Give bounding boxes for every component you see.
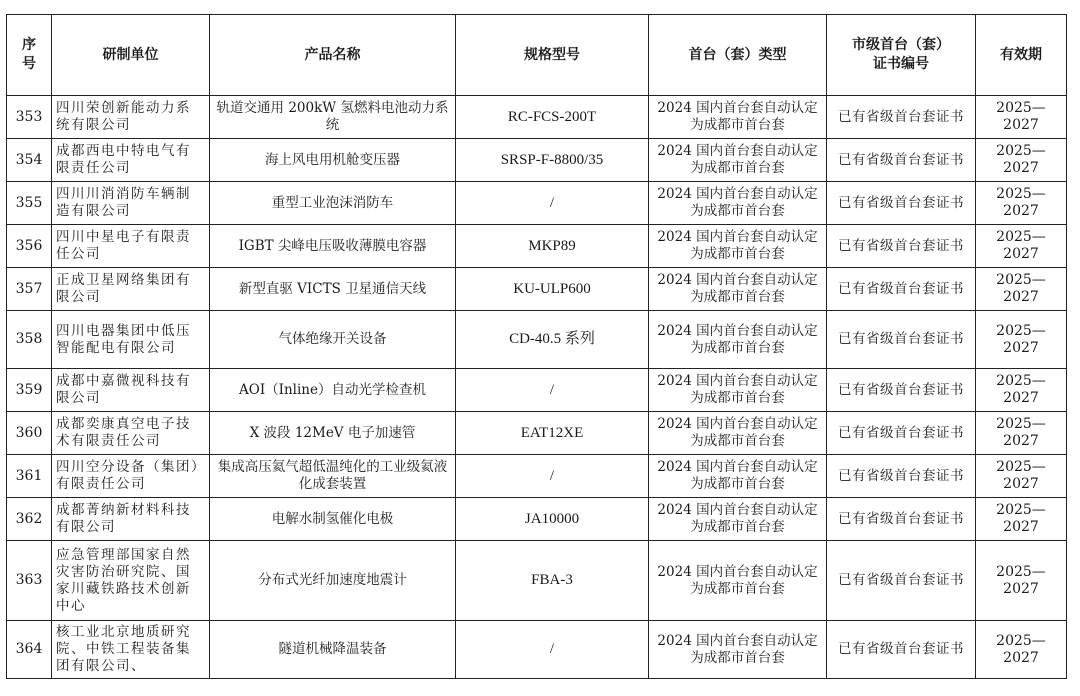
cell-seq: 355 bbox=[7, 182, 52, 225]
cell-cert: 已有省级首台套证书 bbox=[827, 182, 976, 225]
cell-type: 2024 国内首台套自动认定为成都市首台套 bbox=[649, 541, 827, 621]
table-row bbox=[7, 225, 1067, 268]
cell-product: X 波段 12MeV 电子加速管 bbox=[210, 412, 456, 455]
header-cert: 市级首台（套）证书编号 bbox=[827, 15, 976, 96]
table-row bbox=[7, 139, 1067, 182]
cell-product: IGBT 尖峰电压吸收薄膜电容器 bbox=[210, 225, 456, 268]
cell-model: SRSP-F-8800/35 bbox=[456, 139, 649, 182]
header-valid: 有效期 bbox=[976, 15, 1067, 96]
cell-unit: 成都奕康真空电子技术有限责任公司 bbox=[52, 412, 210, 455]
cell-product: AOI（Inline）自动光学检查机 bbox=[210, 369, 456, 412]
table-row bbox=[7, 311, 1067, 369]
table-row bbox=[7, 412, 1067, 455]
cell-type: 2024 国内首台套自动认定为成都市首台套 bbox=[649, 621, 827, 679]
cell-model: / bbox=[456, 455, 649, 498]
cell-valid: 2025—2027 bbox=[976, 96, 1067, 139]
cell-model: MKP89 bbox=[456, 225, 649, 268]
cell-seq: 360 bbox=[7, 412, 52, 455]
cell-product: 重型工业泡沫消防车 bbox=[210, 182, 456, 225]
cell-valid: 2025—2027 bbox=[976, 225, 1067, 268]
cell-cert: 已有省级首台套证书 bbox=[827, 455, 976, 498]
cell-type: 2024 国内首台套自动认定为成都市首台套 bbox=[649, 96, 827, 139]
cell-model: KU-ULP600 bbox=[456, 268, 649, 311]
cell-valid: 2025—2027 bbox=[976, 412, 1067, 455]
table-row bbox=[7, 455, 1067, 498]
table-row bbox=[7, 268, 1067, 311]
cell-model: / bbox=[456, 182, 649, 225]
cell-model: EAT12XE bbox=[456, 412, 649, 455]
cell-cert: 已有省级首台套证书 bbox=[827, 225, 976, 268]
cell-cert: 已有省级首台套证书 bbox=[827, 139, 976, 182]
cell-product: 集成高压氦气超低温纯化的工业级氦液化成套装置 bbox=[210, 455, 456, 498]
header-row bbox=[7, 15, 1067, 96]
cell-model: / bbox=[456, 369, 649, 412]
cell-cert: 已有省级首台套证书 bbox=[827, 541, 976, 621]
cell-type: 2024 国内首台套自动认定为成都市首台套 bbox=[649, 498, 827, 541]
cell-valid: 2025—2027 bbox=[976, 541, 1067, 621]
cell-seq: 358 bbox=[7, 311, 52, 369]
cell-valid: 2025—2027 bbox=[976, 455, 1067, 498]
cell-cert: 已有省级首台套证书 bbox=[827, 311, 976, 369]
cell-unit: 四川中星电子有限责任公司 bbox=[52, 225, 210, 268]
cell-cert: 已有省级首台套证书 bbox=[827, 621, 976, 679]
cell-valid: 2025—2027 bbox=[976, 182, 1067, 225]
cell-model: RC-FCS-200T bbox=[456, 96, 649, 139]
cell-valid: 2025—2027 bbox=[976, 621, 1067, 679]
cell-type: 2024 国内首台套自动认定为成都市首台套 bbox=[649, 412, 827, 455]
cell-unit: 四川荣创新能动力系统有限公司 bbox=[52, 96, 210, 139]
cell-unit: 四川空分设备（集团）有限责任公司 bbox=[52, 455, 210, 498]
cell-product: 电解水制氢催化电极 bbox=[210, 498, 456, 541]
cell-unit: 正成卫星网络集团有限公司 bbox=[52, 268, 210, 311]
cell-product: 海上风电用机舱变压器 bbox=[210, 139, 456, 182]
header-unit: 研制单位 bbox=[52, 15, 210, 96]
table-row bbox=[7, 498, 1067, 541]
cell-valid: 2025—2027 bbox=[976, 311, 1067, 369]
cell-cert: 已有省级首台套证书 bbox=[827, 96, 976, 139]
header-type: 首台（套）类型 bbox=[649, 15, 827, 96]
cell-product: 新型直驱 VICTS 卫星通信天线 bbox=[210, 268, 456, 311]
cell-unit: 四川川消消防车辆制造有限公司 bbox=[52, 182, 210, 225]
cell-type: 2024 国内首台套自动认定为成都市首台套 bbox=[649, 311, 827, 369]
cell-seq: 361 bbox=[7, 455, 52, 498]
header-product: 产品名称 bbox=[210, 15, 456, 96]
cell-seq: 363 bbox=[7, 541, 52, 621]
products-table bbox=[6, 14, 1067, 679]
cell-valid: 2025—2027 bbox=[976, 139, 1067, 182]
cell-unit: 成都菁纳新材料科技有限公司 bbox=[52, 498, 210, 541]
cell-valid: 2025—2027 bbox=[976, 369, 1067, 412]
cell-product: 气体绝缘开关设备 bbox=[210, 311, 456, 369]
cell-unit: 四川电器集团中低压智能配电有限公司 bbox=[52, 311, 210, 369]
cell-model: CD-40.5 系列 bbox=[456, 311, 649, 369]
cell-unit: 核工业北京地质研究院、中铁工程装备集团有限公司、 bbox=[52, 621, 210, 679]
cell-seq: 359 bbox=[7, 369, 52, 412]
cell-cert: 已有省级首台套证书 bbox=[827, 498, 976, 541]
header-seq: 序号 bbox=[7, 15, 52, 96]
cell-unit: 应急管理部国家自然灾害防治研究院、国家川藏铁路技术创新中心 bbox=[52, 541, 210, 621]
cell-valid: 2025—2027 bbox=[976, 268, 1067, 311]
cell-seq: 362 bbox=[7, 498, 52, 541]
cell-cert: 已有省级首台套证书 bbox=[827, 412, 976, 455]
cell-model: FBA-3 bbox=[456, 541, 649, 621]
cell-type: 2024 国内首台套自动认定为成都市首台套 bbox=[649, 139, 827, 182]
cell-model: JA10000 bbox=[456, 498, 649, 541]
cell-type: 2024 国内首台套自动认定为成都市首台套 bbox=[649, 268, 827, 311]
cell-cert: 已有省级首台套证书 bbox=[827, 268, 976, 311]
cell-model: / bbox=[456, 621, 649, 679]
cell-type: 2024 国内首台套自动认定为成都市首台套 bbox=[649, 182, 827, 225]
cell-type: 2024 国内首台套自动认定为成都市首台套 bbox=[649, 225, 827, 268]
table-row bbox=[7, 96, 1067, 139]
cell-seq: 356 bbox=[7, 225, 52, 268]
cell-product: 分布式光纤加速度地震计 bbox=[210, 541, 456, 621]
cell-product: 隧道机械降温装备 bbox=[210, 621, 456, 679]
cell-seq: 357 bbox=[7, 268, 52, 311]
cell-seq: 353 bbox=[7, 96, 52, 139]
cell-unit: 成都西电中特电气有限责任公司 bbox=[52, 139, 210, 182]
table-row bbox=[7, 182, 1067, 225]
cell-valid: 2025—2027 bbox=[976, 498, 1067, 541]
table-row bbox=[7, 621, 1067, 679]
cell-product: 轨道交通用 200kW 氢燃料电池动力系统 bbox=[210, 96, 456, 139]
cell-unit: 成都中嘉微视科技有限公司 bbox=[52, 369, 210, 412]
table-row bbox=[7, 541, 1067, 621]
cell-seq: 354 bbox=[7, 139, 52, 182]
cell-type: 2024 国内首台套自动认定为成都市首台套 bbox=[649, 369, 827, 412]
table-row bbox=[7, 369, 1067, 412]
cell-type: 2024 国内首台套自动认定为成都市首台套 bbox=[649, 455, 827, 498]
cell-cert: 已有省级首台套证书 bbox=[827, 369, 976, 412]
header-model: 规格型号 bbox=[456, 15, 649, 96]
cell-seq: 364 bbox=[7, 621, 52, 679]
